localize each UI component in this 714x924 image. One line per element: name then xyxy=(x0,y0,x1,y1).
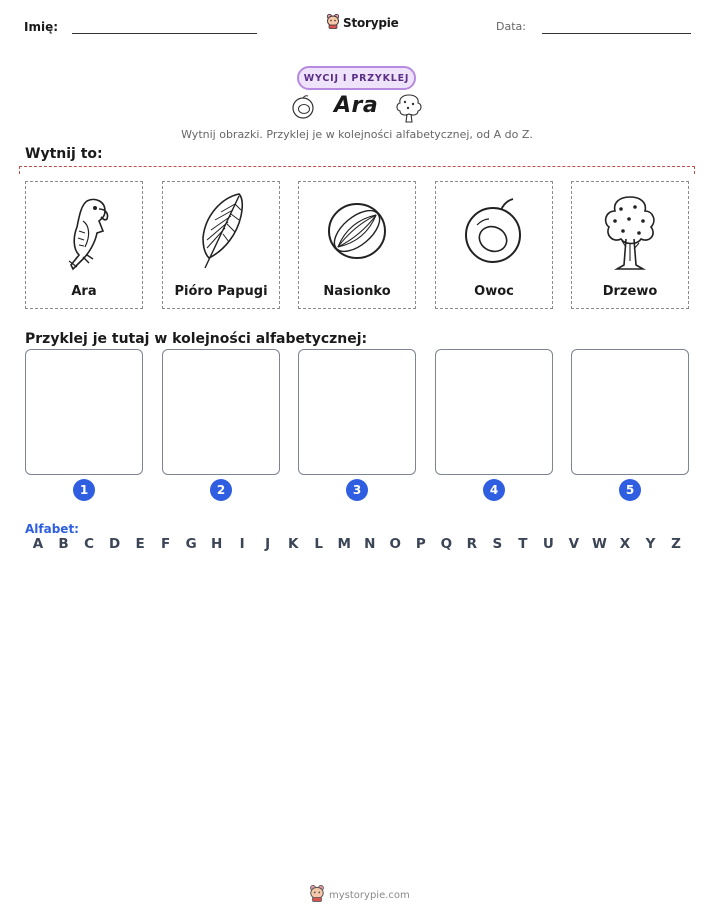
storypie-mascot-icon xyxy=(309,884,325,906)
alphabet-letter: F xyxy=(160,536,171,552)
name-field-line[interactable] xyxy=(72,33,257,34)
alphabet-letter: D xyxy=(108,536,121,552)
alphabet-letter: L xyxy=(314,536,324,552)
footer xyxy=(309,884,410,906)
paste-slot[interactable] xyxy=(298,349,416,475)
seed-icon xyxy=(324,198,390,268)
alphabet-letter: Q xyxy=(440,536,453,552)
alphabet-letter: V xyxy=(568,536,580,552)
card-label: Owoc xyxy=(474,284,514,299)
alphabet-letter: N xyxy=(364,536,376,552)
paste-slot[interactable] xyxy=(435,349,553,475)
alphabet-letter: M xyxy=(337,536,351,552)
activity-badge: WYCIJ I PRZYKLEJ xyxy=(297,66,416,90)
footer-site: mystorypie.com xyxy=(329,889,410,901)
brand-logo xyxy=(326,13,399,33)
alphabet-letter: H xyxy=(210,536,223,552)
alphabet-letter: Z xyxy=(671,536,681,552)
alphabet-letter: S xyxy=(492,536,503,552)
cut-line xyxy=(19,166,695,174)
cut-card[interactable] xyxy=(25,181,143,309)
title-row xyxy=(290,92,424,124)
date-field-line[interactable] xyxy=(542,33,691,34)
alphabet-letter: T xyxy=(518,536,528,552)
alphabet-letter: W xyxy=(591,536,607,552)
slot-number: 1 xyxy=(73,479,95,501)
slot-number: 2 xyxy=(210,479,232,501)
alphabet-letter: J xyxy=(265,536,271,552)
alphabet-letter: E xyxy=(135,536,145,552)
name-label: Imię: xyxy=(24,20,59,34)
date-label: Data: xyxy=(496,20,526,33)
cut-cards xyxy=(25,181,690,309)
cut-card[interactable] xyxy=(435,181,553,309)
tree-icon xyxy=(394,92,424,128)
alphabet-letter: G xyxy=(185,536,197,552)
feather-icon xyxy=(191,190,251,276)
alphabet-letter: Y xyxy=(645,536,656,552)
slot-number: 4 xyxy=(483,479,505,501)
alphabet-letter: A xyxy=(32,536,44,552)
fruit-icon xyxy=(461,195,527,271)
card-label: Drzewo xyxy=(602,284,658,299)
paste-slots xyxy=(25,349,690,504)
cut-card[interactable] xyxy=(298,181,416,309)
alphabet-letter: B xyxy=(58,536,69,552)
cut-section-heading: Wytnij to: xyxy=(25,146,103,162)
alphabet-letter: O xyxy=(389,536,402,552)
paste-section-heading: Przyklej je tutaj w kolejności alfabetycznej: xyxy=(25,331,368,347)
brand-name: Storypie xyxy=(343,16,399,30)
cut-card[interactable] xyxy=(571,181,689,309)
card-label: Ara xyxy=(71,284,97,299)
paste-slot[interactable] xyxy=(162,349,280,475)
instructions: Wytnij obrazki. Przyklej je w kolejności alfabetycznej, od A do Z. xyxy=(181,128,533,141)
alphabet-letter: X xyxy=(619,536,631,552)
tree-icon xyxy=(595,191,665,275)
storypie-mascot-icon xyxy=(326,13,340,33)
alphabet-letter: U xyxy=(542,536,554,552)
parrot-icon xyxy=(49,191,119,275)
cut-card[interactable] xyxy=(162,181,280,309)
slot-number: 3 xyxy=(346,479,368,501)
page-title: Ara xyxy=(334,93,379,118)
alphabet-row xyxy=(25,536,690,556)
alphabet-letter: K xyxy=(287,536,299,552)
alphabet-letter: R xyxy=(466,536,478,552)
slot-number: 5 xyxy=(619,479,641,501)
card-label: Nasionko xyxy=(323,284,391,299)
paste-slot[interactable] xyxy=(25,349,143,475)
card-label: Pióro Papugi xyxy=(174,284,268,299)
alphabet-letter: P xyxy=(415,536,426,552)
alphabet-label: Alfabet: xyxy=(25,522,79,536)
alphabet-letter: I xyxy=(239,536,245,552)
fruit-icon xyxy=(290,94,316,124)
alphabet-letter: C xyxy=(84,536,94,552)
paste-slot[interactable] xyxy=(571,349,689,475)
